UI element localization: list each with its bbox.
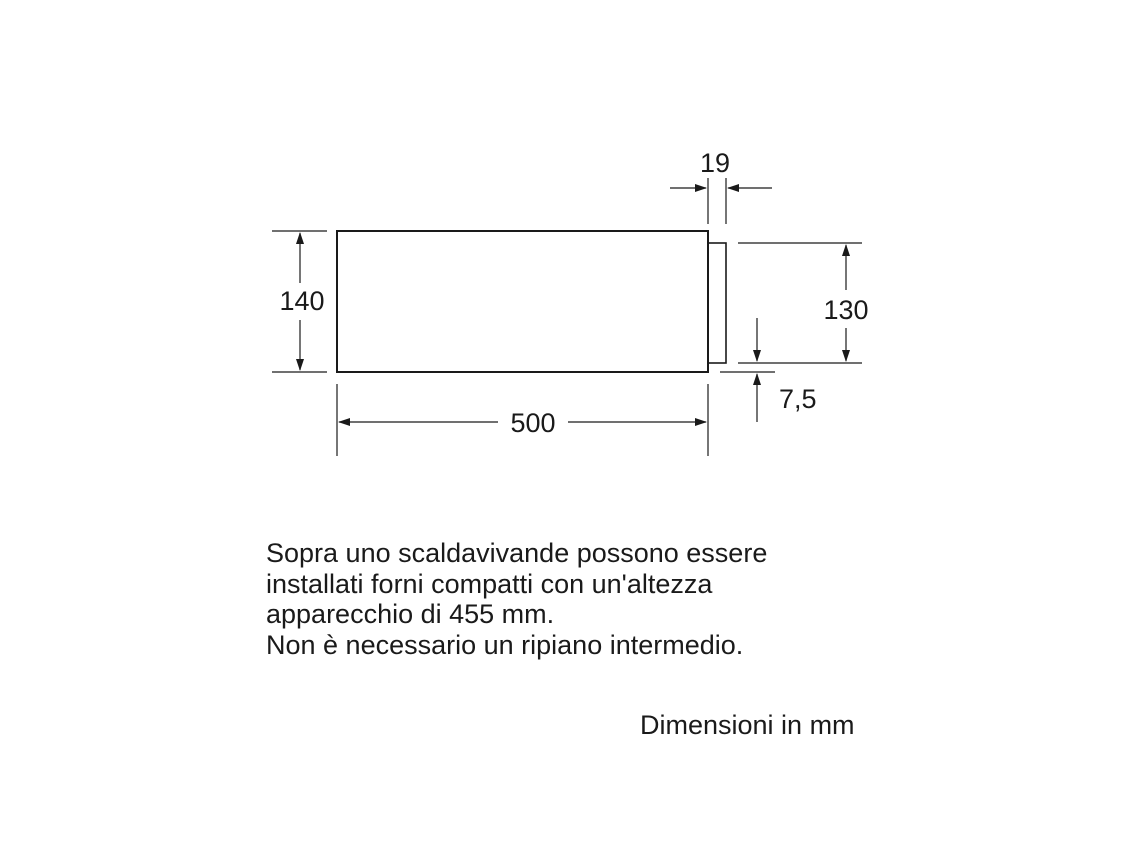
label-height-140: 140 xyxy=(279,286,325,316)
dimension-offset-7-5 xyxy=(720,318,775,422)
installation-note xyxy=(266,538,906,660)
installation-note-line: apparecchio di 455 mm. xyxy=(266,599,555,629)
appliance-body xyxy=(337,231,708,372)
installation-note-line: Sopra uno scaldavivande possono essere xyxy=(266,538,768,568)
installation-note-line: installati forni compatti con un'altezza xyxy=(266,568,713,599)
units-note: Dimensioni in mm xyxy=(640,710,855,740)
appliance-front-panel xyxy=(708,243,726,363)
installation-note-line: Non è necessario un ripiano intermedio. xyxy=(266,629,744,660)
dimension-depth-19 xyxy=(670,178,772,224)
label-height-130: 130 xyxy=(823,295,869,325)
label-depth-19: 19 xyxy=(699,148,731,178)
label-width-500: 500 xyxy=(510,408,556,438)
label-offset-7-5: 7,5 xyxy=(779,384,817,414)
